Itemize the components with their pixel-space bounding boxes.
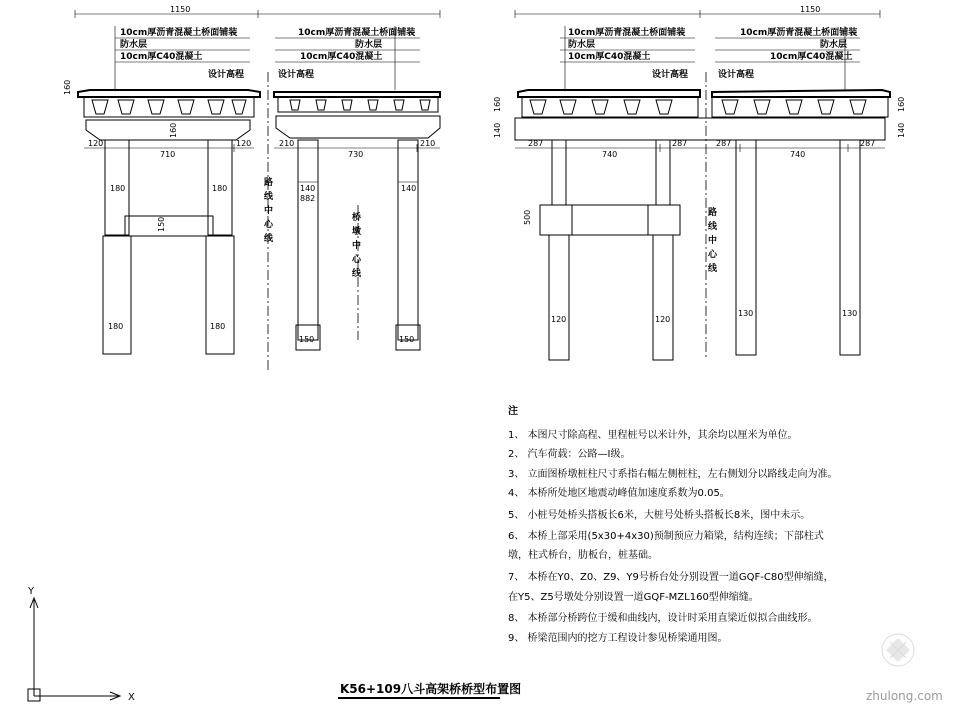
right-dim-cap-left: 140 <box>493 122 502 138</box>
note-2: 2、 汽车荷载：公路—Ⅰ级。 <box>508 449 631 460</box>
right-centerline-1: 路 <box>708 208 718 218</box>
right-dim-pile-d: 130 <box>842 309 858 318</box>
left-dim-side-882: 882 <box>300 194 316 203</box>
note-3: 3、 立面图桥墩桩柱尺寸系指右幅左侧桩柱，左右侧划分以路线走向为准。 <box>508 469 838 480</box>
right-dim-girder-left: 160 <box>493 96 502 112</box>
right-dim-a2: 740 <box>602 150 618 159</box>
right-centerline-4: 心 <box>708 250 718 260</box>
right-dim-b3: 287 <box>860 139 876 148</box>
left-layer-a-2: 防水层 <box>120 40 148 50</box>
right-layer-a-2: 防水层 <box>568 40 596 50</box>
watermark-text: zhulong.com <box>866 689 943 703</box>
left-dim-pile-b: 180 <box>210 322 226 331</box>
left-dim-side-right: 210 <box>420 139 436 148</box>
note-4: 4、 本桥所处地区地震动峰值加速度系数为0.05。 <box>508 488 730 499</box>
left-layer-a-1: 10cm厚沥青混凝土桥面铺装 <box>120 28 238 38</box>
left-dim-cap-right: 120 <box>236 139 252 148</box>
right-layer-b-2: 防水层 <box>820 40 848 50</box>
right-dim-pile-b: 120 <box>655 315 671 324</box>
left-dim-col-d: 140 <box>401 184 417 193</box>
left-dim-cap-mid: 710 <box>160 150 176 159</box>
left-dim-col-b: 180 <box>212 184 228 193</box>
right-dim-a3: 287 <box>672 139 688 148</box>
right-centerline-3: 中 <box>708 236 718 246</box>
left-centerline-b-2: 墩 <box>352 227 362 237</box>
right-design-elev-b: 设计高程 <box>718 70 755 80</box>
left-dim-cap-left: 120 <box>88 139 104 148</box>
right-layer-b-1: 10cm厚沥青混凝土桥面铺装 <box>740 28 858 38</box>
note-9: 9、 桥梁范围内的挖方工程设计参见桥梁通用图。 <box>508 633 728 644</box>
notes-heading: 注 <box>508 406 518 417</box>
axis-x-label: X <box>128 692 135 703</box>
left-dim-tie-beam: 150 <box>157 216 166 232</box>
note-1: 1、 本图尺寸除高程、里程桩号以米计外，其余均以厘米为单位。 <box>508 430 798 441</box>
left-layer-a-3: 10cm厚C40混凝土 <box>120 52 203 62</box>
right-layer-a-3: 10cm厚C40混凝土 <box>568 52 651 62</box>
left-centerline-b-1: 桥 <box>352 213 362 223</box>
left-centerline-a-1: 路 <box>264 178 274 188</box>
left-top-dim: 1150 <box>170 5 191 14</box>
right-design-elev-a: 设计高程 <box>652 70 689 80</box>
watermark-logo-icon <box>882 634 914 666</box>
right-dim-a1: 287 <box>528 139 544 148</box>
right-dim-cap-right: 140 <box>897 122 906 138</box>
left-dim-pile-a: 180 <box>108 322 124 331</box>
left-dim-col-c: 140 <box>300 184 316 193</box>
left-centerline-a-5: 线 <box>264 234 274 244</box>
note-6: 6、 本桥上部采用(5x30+4x30)预制预应力箱梁，结构连续；下部柱式 <box>508 531 824 542</box>
left-dim-pile-c: 150 <box>299 335 315 344</box>
right-centerline-5: 线 <box>708 264 718 274</box>
right-dim-tie-beam: 500 <box>523 209 532 225</box>
note-5: 5、 小桩号处桥头搭板长6米，大桩号处桥头搭板长8米，图中未示。 <box>508 510 811 521</box>
note-7: 7、 本桥在Y0、Z0、Z9、Y9号桥台处分别设置一道GQF-C80型伸缩缝， <box>508 572 834 583</box>
right-layer-b-3: 10cm厚C40混凝土 <box>770 52 853 62</box>
left-centerline-b-4: 心 <box>352 255 362 265</box>
left-layer-b-3: 10cm厚C40混凝土 <box>300 52 383 62</box>
right-dim-pile-c: 130 <box>738 309 754 318</box>
left-centerline-b-5: 线 <box>352 269 362 279</box>
right-dim-girder-right: 160 <box>897 96 906 112</box>
axis-y-label: Y <box>28 586 35 597</box>
left-centerline-a-4: 心 <box>264 220 274 230</box>
right-dim-b2: 740 <box>790 150 806 159</box>
drawing-title: K56+109八斗高架桥桥型布置图 <box>340 682 522 696</box>
left-centerline-b-3: 中 <box>352 241 362 251</box>
right-top-dim: 1150 <box>800 5 821 14</box>
note-6b: 墩，柱式桥台，肋板台，桩基础。 <box>508 550 658 561</box>
left-dim-side-left: 210 <box>279 139 295 148</box>
note-8: 8、 本桥部分桥跨位于缓和曲线内，设计时采用直梁近似拟合曲线形。 <box>508 613 818 624</box>
left-design-elev-b: 设计高程 <box>278 70 315 80</box>
left-centerline-a-2: 线 <box>264 192 274 202</box>
note-7b: 在Y5、Z5号墩处分别设置一道GQF-MZL160型伸缩缝。 <box>508 592 759 603</box>
left-dim-col-a: 180 <box>110 184 126 193</box>
left-design-elev-a: 设计高程 <box>208 70 245 80</box>
right-dim-pile-a: 120 <box>551 315 567 324</box>
left-layer-b-2: 防水层 <box>355 40 383 50</box>
left-layer-b-1: 10cm厚沥青混凝土桥面铺装 <box>298 28 416 38</box>
right-centerline-2: 线 <box>708 222 718 232</box>
right-dim-b1: 287 <box>716 139 732 148</box>
left-dim-girder-height: 160 <box>63 79 72 95</box>
left-dim-cap-height: 160 <box>169 122 178 138</box>
left-centerline-a-3: 中 <box>264 206 274 216</box>
left-dim-pile-d: 150 <box>399 335 415 344</box>
left-dim-side-mid: 730 <box>348 150 364 159</box>
right-layer-a-1: 10cm厚沥青混凝土桥面铺装 <box>568 28 686 38</box>
